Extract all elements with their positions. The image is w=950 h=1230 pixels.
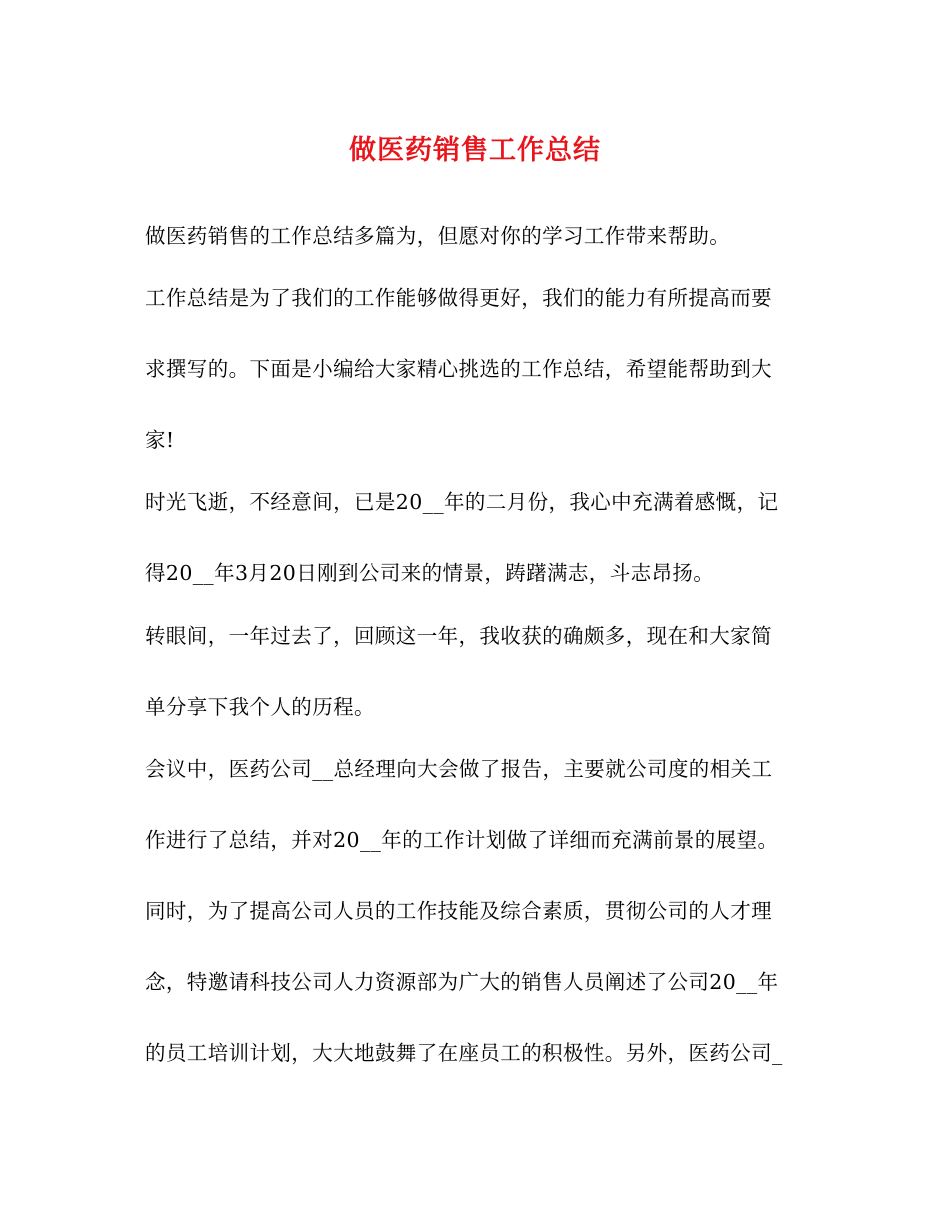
body-line-3: 求撰写的。下面是小编给大家精心挑选的工作总结，希望能帮助到大: [145, 357, 772, 381]
body-line-9: 会议中，医药公司__总经理向大会做了报告，主要就公司度的相关工: [145, 757, 773, 781]
body-line-13: 的员工培训计划，大大地鼓舞了在座员工的积极性。另外，医药公司_: [145, 1041, 783, 1065]
document-title: 做医药销售工作总结: [349, 135, 601, 166]
body-line-8: 单分享下我个人的历程。: [145, 695, 375, 719]
body-line-7: 转眼间，一年过去了，回顾这一年，我收获的确颇多，现在和大家简: [145, 624, 772, 648]
body-line-10: 作进行了总结，并对20__年的工作计划做了详细而充满前景的展望。: [145, 828, 779, 852]
body-line-6: 得20__年3月20日刚到公司来的情景，踌躇满志，斗志昂扬。: [145, 561, 715, 585]
body-line-5: 时光飞逝，不经意间，已是20__年的二月份，我心中充满着感慨，记: [145, 490, 779, 514]
body-line-2: 工作总结是为了我们的工作能够做得更好，我们的能力有所提高而要: [145, 286, 772, 310]
body-line-11: 同时，为了提高公司人员的工作技能及综合素质，贯彻公司的人才理: [145, 899, 772, 923]
body-line-12: 念，特邀请科技公司人力资源部为广大的销售人员阐述了公司20__年: [145, 970, 779, 994]
body-line-4: 家!: [145, 428, 175, 452]
body-line-1: 做医药销售的工作总结多篇为，但愿对你的学习工作带来帮助。: [145, 224, 731, 248]
